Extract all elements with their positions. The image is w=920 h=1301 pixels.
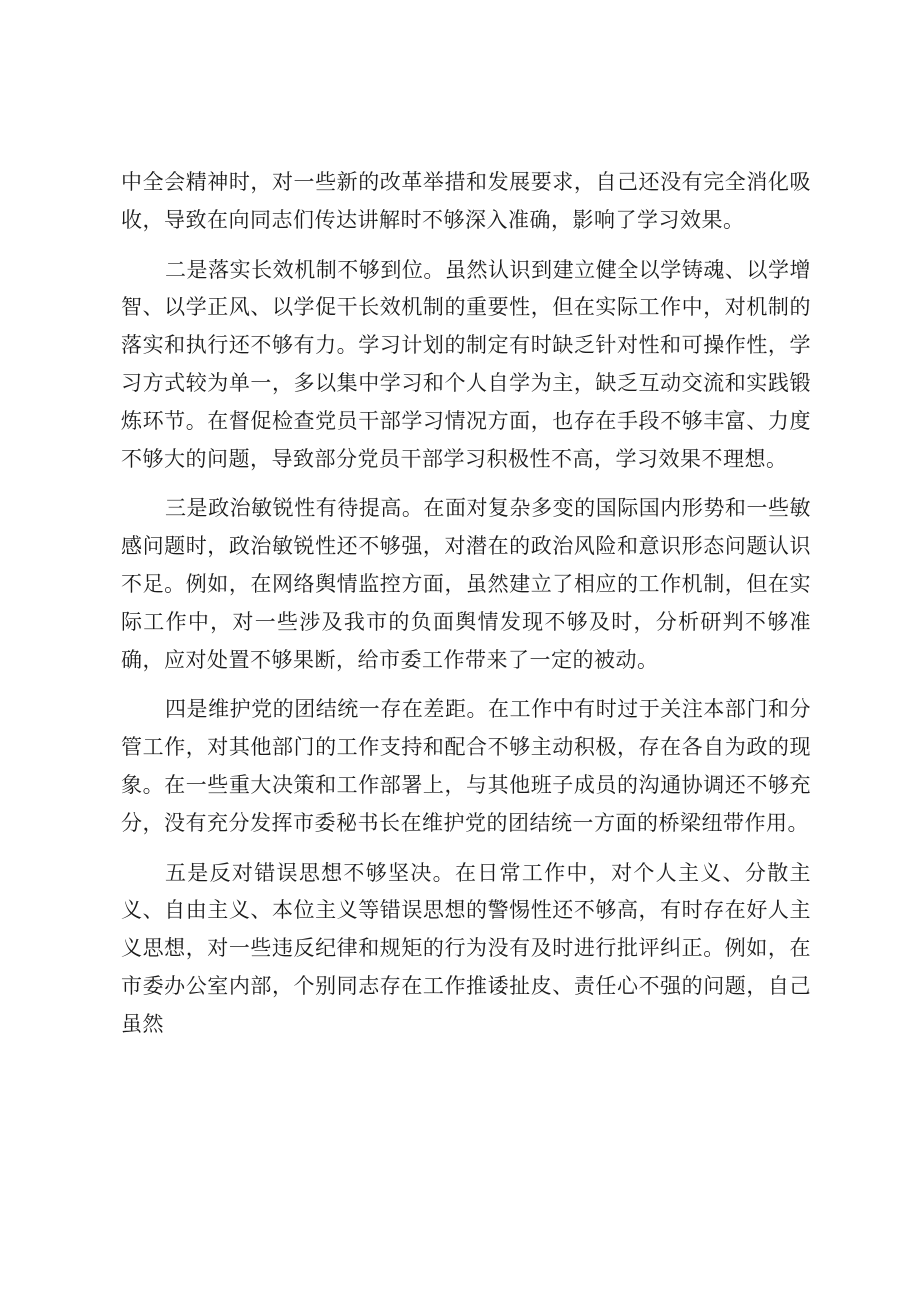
paragraph-continuation bbox=[121, 164, 811, 240]
document-body bbox=[121, 164, 811, 1044]
paragraph-text: 在日常工作中，对个人主义、分散主义、自由主义、本位主义等错误思想的警惕性还不够高，有时存在好人主义思想，对一些违反纪律和规矩的行为没有及时进行批评纠正。例如，在市委办公室内部，个别同志存在工作推诿扯皮、责任心不强的问题，自己虽然 bbox=[121, 860, 812, 1036]
paragraph-lead: 二是落实长效机制不够到位。 bbox=[165, 257, 445, 282]
paragraph-item-4 bbox=[121, 691, 811, 842]
paragraph-text: 在工作中有时过于关注本部门和分管工作，对其他部门的工作支持和配合不够主动积极，存在各自为政的现象。在一些重大决策和工作部署上，与其他班子成员的沟通协调还不够充分，没有充分发挥市委秘书长在维护党的团结统一方面的桥梁纽带作用。 bbox=[121, 697, 812, 835]
paragraph-item-3 bbox=[121, 490, 811, 679]
paragraph-lead: 五是反对错误思想不够坚决。 bbox=[165, 860, 455, 885]
paragraph-text: 虽然认识到建立健全以学铸魂、以学增智、以学正风、以学促干长效机制的重要性，但在实际工作中，对机制的落实和执行还不够有力。学习计划的制定有时缺乏针对性和可操作性，学习方式较为单一，多以集中学习和个人自学为主，缺乏互动交流和实践锻炼环节。在督促检查党员干部学习情况方面，也存在手段不够丰富、力度不够大的问题，导致部分党员干部学习积极性不高，学习效果不理想。 bbox=[121, 257, 812, 471]
paragraph-text: 中全会精神时，对一些新的改革举措和发展要求，自己还没有完全消化吸收，导致在向同志们传达讲解时不够深入准确，影响了学习效果。 bbox=[121, 170, 811, 232]
paragraph-item-2 bbox=[121, 252, 811, 479]
paragraph-lead: 三是政治敏锐性有待提高。 bbox=[165, 496, 424, 521]
paragraph-text: 在面对复杂多变的国际国内形势和一些敏感问题时，政治敏锐性还不够强，对潜在的政治风险和意识形态问题认识不足。例如，在网络舆情监控方面，虽然建立了相应的工作机制，但在实际工作中，对一些涉及我市的负面舆情发现不够及时，分析研判不够准确，应对处置不够果断，给市委工作带来了一定的被动。 bbox=[121, 496, 812, 672]
paragraph-item-5 bbox=[121, 855, 811, 1044]
paragraph-lead: 四是维护党的团结统一存在差距。 bbox=[165, 697, 489, 722]
